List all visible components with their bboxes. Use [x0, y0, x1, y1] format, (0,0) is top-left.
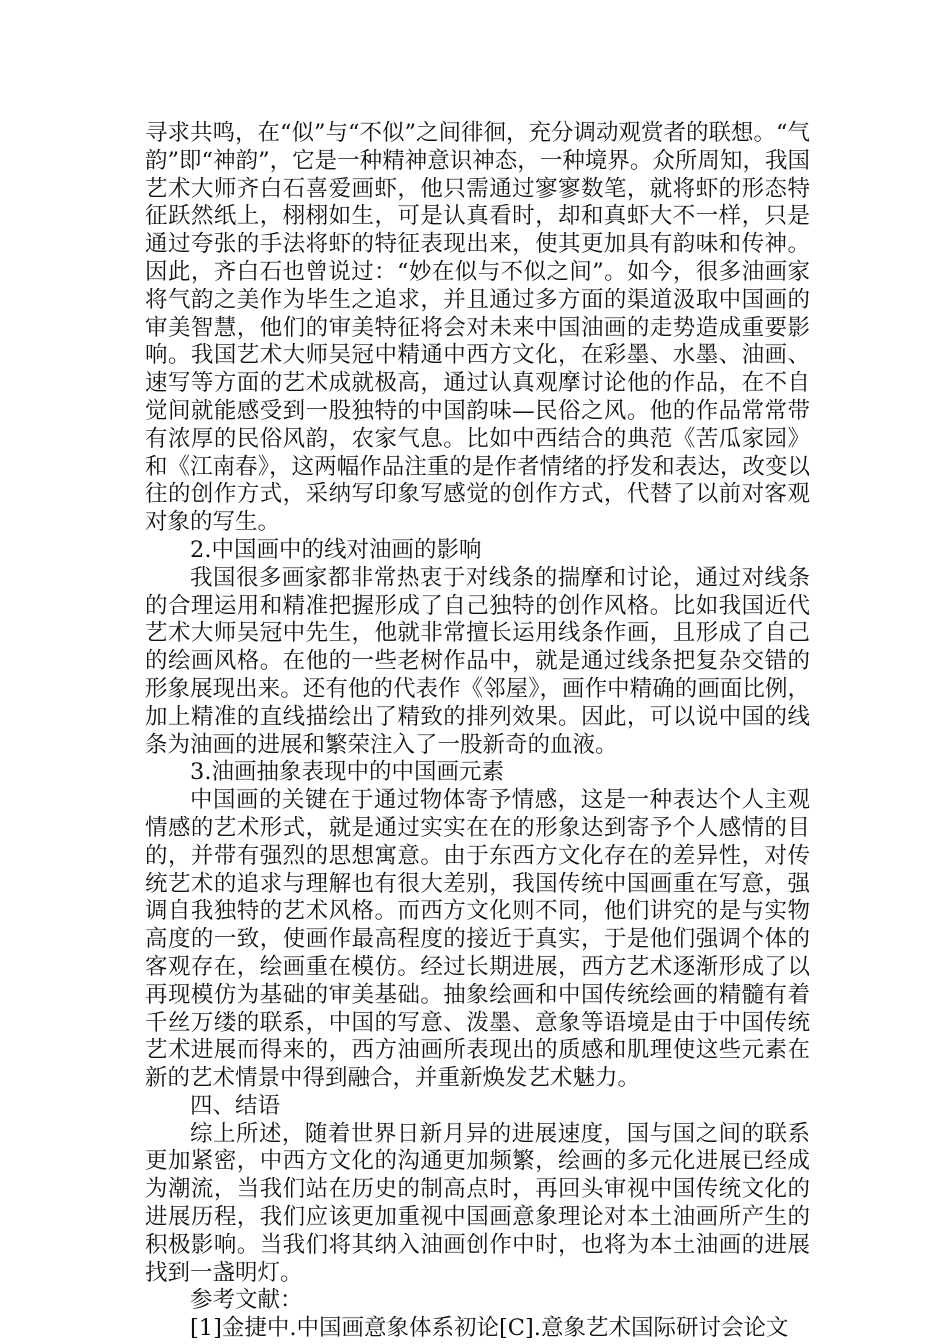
section-heading: 3.油画抽象表现中的中国画元素: [190, 759, 504, 786]
section-heading: 2.中国画中的线对油画的影响: [190, 536, 482, 563]
reference-item: [1]金捷中.中国画意象体系初论[C].意象艺术国际研讨会论文: [190, 1315, 789, 1342]
body-paragraph: 我国很多画家都非常热衷于对线条的揣摩和讨论，通过对线条的合理运用和精准把握形成了自己独特的创作风格。比如我国近代艺术大师吴冠中先生，他就非常擅长运用线条作画，且形成了自己的绘画风格。在他的一些老树作品中，就是通过线条把复杂交错的形象展现出来。还有他的代表作《邻屋》，画作中精确的画面比例，加上精准的直线描绘出了精致的排列效果。因此，可以说中国的线条为油画的进展和繁荣注入了一股新奇的血液。: [145, 564, 810, 758]
body-paragraph: 寻求共鸣，在“似”与“不似”之间徘徊，充分调动观赏者的联想。“气韵”即“神韵”，它是一种精神意识神态，一种境界。众所周知，我国艺术大师齐白石喜爱画虾，他只需通过寥寥数笔，就将虾的形态特征跃然纸上，栩栩如生，可是认真看时，却和真虾大不一样，只是通过夸张的手法将虾的特征表现出来，使其更加具有韵味和传神。因此，齐白石也曾说过：“妙在似与不似之间”。如今，很多油画家将气韵之美作为毕生之追求，并且通过多方面的渠道汲取中国画的审美智慧，他们的审美特征将会对未来中国油画的走势造成重要影响。我国艺术大师吴冠中精通中西方文化，在彩墨、水墨、油画、速写等方面的艺术成就极高，通过认真观摩讨论他的作品，在不自觉间就能感受到一股独特的中国韵味—民俗之风。他的作品常常带有浓厚的民俗风韵，农家气息。比如中西结合的典范《苦瓜家园》和《江南春》，这两幅作品注重的是作者情绪的抒发和表达，改变以往的创作方式，采纳写印象写感觉的创作方式，代替了以前对客观对象的写生。: [145, 120, 811, 536]
body-paragraph: 中国画的关键在于通过物体寄予情感，这是一种表达个人主观情感的艺术形式，就是通过实实在在的形象达到寄予个人感情的目的，并带有强烈的思想寓意。由于东西方文化存在的差异性，对传统艺术的追求与理解也有很大差别，我国传统中国画重在写意，强调自我独特的艺术风格。而西方文化则不同，他们讲究的是与实物高度的一致，使画作最高程度的接近于真实，于是他们强调个体的客观存在，绘画重在模仿。经过长期进展，西方艺术逐渐形成了以再现模仿为基础的审美基础。抽象绘画和中国传统绘画的精髓有着千丝万缕的联系，中国的写意、泼墨、意象等语境是由于中国传统艺术进展而得来的，西方油画所表现出的质感和肌理使这些元素在新的艺术情景中得到融合，并重新焕发艺术魅力。: [145, 787, 810, 1092]
body-paragraph: 综上所述，随着世界日新月异的进展速度，国与国之间的联系更加紧密，中西方文化的沟通更加频繁，绘画的多元化进展已经成为潮流，当我们站在历史的制高点时，再回头审视中国传统文化的进展历程，我们应该更加重视中国画意象理论对本土油画所产生的积极影响。当我们将其纳入油画创作中时，也将为本土油画的进展找到一盏明灯。: [145, 1120, 810, 1286]
references-heading: 参考文献：: [190, 1287, 303, 1314]
document-page: [145, 120, 810, 1343]
section-heading: 四、结语: [190, 1092, 281, 1119]
